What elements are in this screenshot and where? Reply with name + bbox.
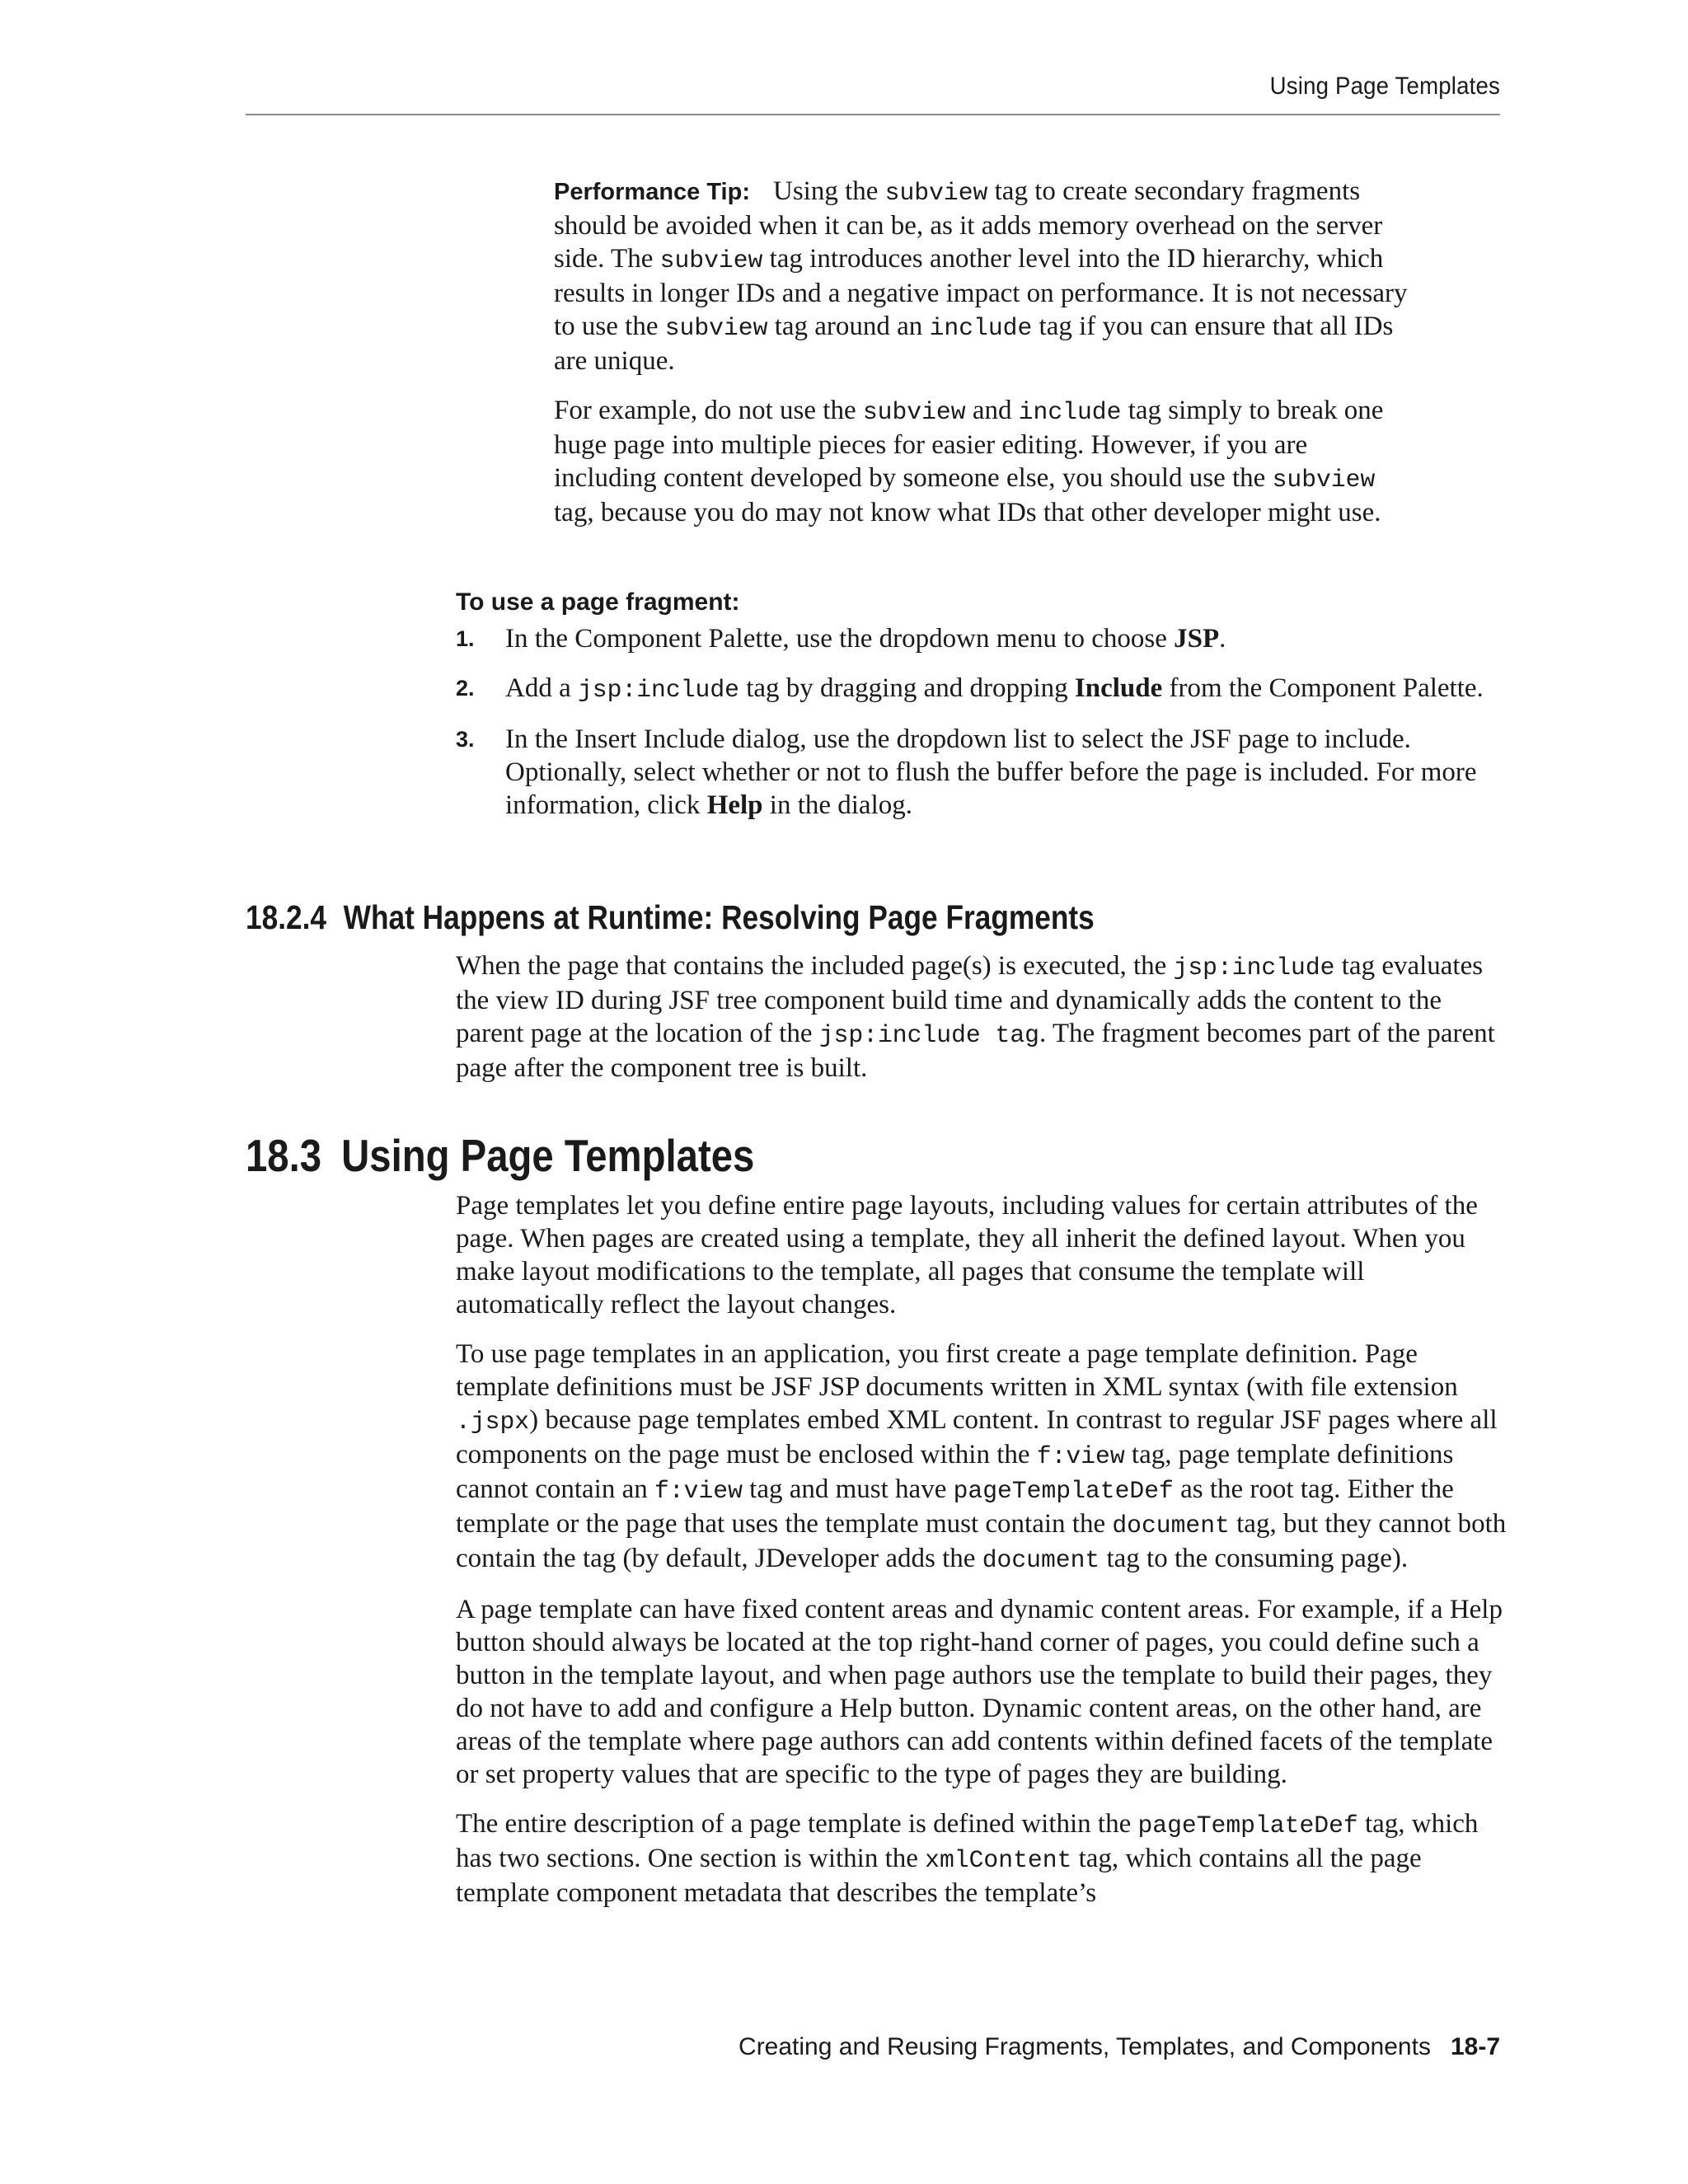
procedure-steps [456, 622, 1503, 838]
section-heading-18-3 [246, 1129, 754, 1182]
inline-code: subview [664, 314, 768, 342]
inline-code: include [1018, 398, 1122, 426]
inline-code: document [1112, 1511, 1230, 1540]
note-label: Performance Tip: [554, 179, 750, 205]
body-paragraph: To use page templates in an application, you first create a page template definition. Page template definitions must be JSF JSP documents written in XML syntax (with file extension .jspx) because page templates embed XML content. In contrast to regular JSF pages where all components on the page must be enclosed within the f:view tag, page template definitions cannot contain an f:view tag and must have pageTemplateDef as the root tag. Either the template or the page that uses the template must contain the document tag, but they cannot both contain the tag (by default, JDeveloper adds the document tag to the consuming page). [456, 1339, 1507, 1574]
procedure-step [456, 622, 1503, 655]
performance-tip-note [554, 175, 1411, 546]
inline-code: jsp:include tag [818, 1021, 1039, 1049]
section-number: 18.3 [246, 1130, 322, 1181]
section-heading-18-2-4 [246, 898, 1095, 937]
header-rule [246, 114, 1500, 115]
section-number: 18.2.4 [246, 898, 327, 936]
bold-term: JSP [1174, 624, 1220, 654]
inline-code: jsp:include [577, 676, 739, 704]
running-header: Using Page Templates [1269, 73, 1500, 100]
procedure-step [456, 672, 1503, 706]
section-title: What Happens at Runtime: Resolving Page Fragments [343, 898, 1095, 936]
inline-code: f:view [654, 1477, 743, 1505]
step-number: 3. [456, 727, 475, 752]
procedure-step [456, 723, 1503, 822]
bold-term: Help [706, 790, 763, 820]
inline-code: jsp:include [1173, 954, 1335, 982]
procedure-title: To use a page fragment: [456, 588, 740, 616]
inline-code: subview [1272, 466, 1376, 494]
section-18-2-4-body [456, 949, 1507, 1101]
step-text: In the Component Palette, use the dropdown menu to choose JSP. [505, 624, 1226, 654]
footer-chapter-title: Creating and Reusing Fragments, Templates, and Components [738, 2033, 1431, 2060]
note-paragraph [554, 175, 1411, 377]
bold-term: Include [1074, 673, 1163, 703]
body-paragraph: When the page that contains the included page(s) is executed, the jsp:include tag evaluates the view ID during JSF tree component build time and dynamically adds the content to the parent page at the location of the jsp:include tag. The fragment becomes part of the parent page after the component tree is built. [456, 951, 1495, 1083]
step-number: 1. [456, 626, 475, 651]
body-paragraph: The entire description of a page template is defined within the pageTemplateDef tag, which has two sections. One section is within the xmlContent tag, which contains all the page template component metadata that describes the template’s [456, 1809, 1479, 1908]
inline-code: document [982, 1546, 1100, 1574]
inline-code: subview [659, 246, 763, 274]
note-paragraph-text: Using the subview tag to create secondary fragments should be avoided when it can be, as it adds memory overhead on the server side. The subview tag introduces another level into the ID hierarchy, which results in longer IDs and a negative impact on performance. It is not necessary to use the subview tag around an include tag if you can ensure that all IDs are unique. [554, 176, 1408, 376]
inline-code: pageTemplateDef [1137, 1811, 1358, 1840]
inline-code: include [929, 314, 1033, 342]
body-paragraph: A page template can have fixed content areas and dynamic content areas. For example, if a Help button should always be located at the top right-hand corner of pages, you could define such a button in the template layout, and when page authors use the template to build their pages, they do not have to add and configure a Help button. Dynamic content areas, on the other hand, are areas of the template where page authors can add contents within defined facets of the template or set property values that are specific to the type of pages they are building. [456, 1595, 1503, 1789]
footer-page-number: 18-7 [1450, 2033, 1500, 2060]
inline-code: subview [862, 398, 966, 426]
page-footer [246, 2033, 1500, 2061]
inline-code: xmlContent [925, 1846, 1072, 1874]
note-paragraph: For example, do not use the subview and include tag simply to break one huge page into multiple pieces for easier editing. However, if you are including content developed by someone else, you should use the subview tag, because you do may not know what IDs that other developer might use. [554, 396, 1384, 527]
section-title: Using Page Templates [341, 1130, 755, 1181]
step-number: 2. [456, 676, 475, 701]
inline-code: .jspx [456, 1408, 530, 1436]
inline-code: pageTemplateDef [953, 1477, 1174, 1505]
inline-code: subview [884, 179, 988, 207]
body-paragraph: Page templates let you define entire page layouts, including values for certain attributes of the page. When pages are created using a template, they all inherit the defined layout. When you make layout modifications to the template, all pages that consume the template will automatically reflect the layout changes. [456, 1191, 1478, 1319]
section-18-3-body [456, 1189, 1507, 1926]
inline-code: f:view [1036, 1442, 1125, 1470]
step-text: In the Insert Include dialog, use the dropdown list to select the JSF page to include. Optionally, select whether or not to flush the buffer before the page is included. For more information, click Help in the dialog. [505, 724, 1477, 820]
step-text: Add a jsp:include tag by dragging and dropping Include from the Component Palette. [505, 673, 1484, 704]
